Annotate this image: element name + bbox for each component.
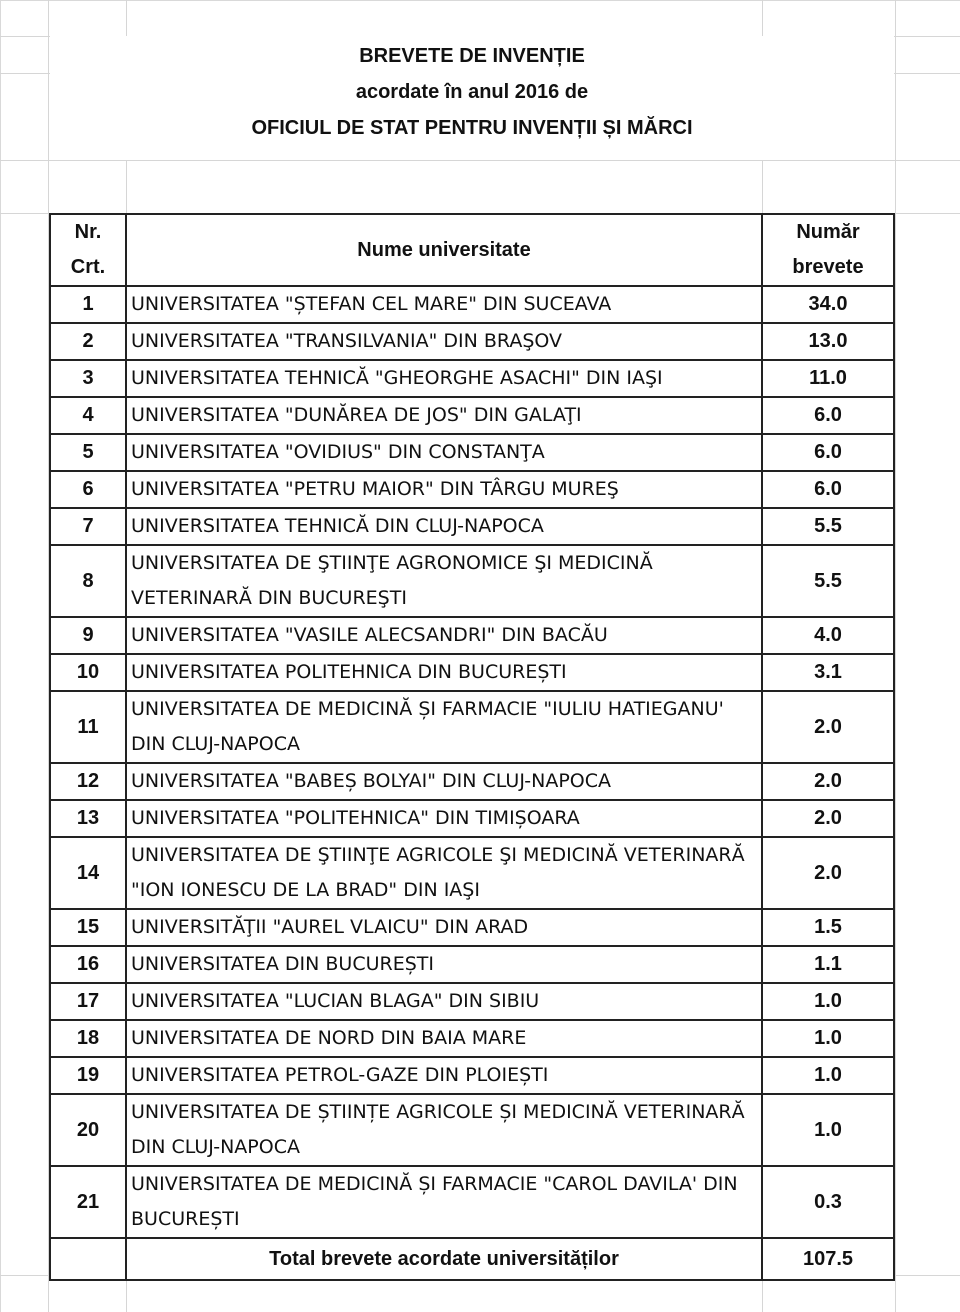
- university-name: UNIVERSITATEA PETROL-GAZE DIN PLOIEȘTI: [126, 1057, 762, 1094]
- row-number: 20: [50, 1094, 126, 1166]
- row-number: 3: [50, 360, 126, 397]
- row-number: 12: [50, 763, 126, 800]
- patent-count: 6.0: [762, 471, 894, 508]
- row-number: 16: [50, 946, 126, 983]
- header-count-line2: brevete: [792, 256, 864, 278]
- row-number: 10: [50, 654, 126, 691]
- row-number: 21: [50, 1166, 126, 1238]
- patent-count: 5.5: [762, 545, 894, 617]
- patent-count: 1.0: [762, 1057, 894, 1094]
- total-label: Total brevete acordate universităților: [126, 1238, 762, 1280]
- table-row: [50, 434, 894, 471]
- table-row: [50, 1020, 894, 1057]
- patent-count: 6.0: [762, 397, 894, 434]
- table-row: [50, 545, 894, 617]
- university-name: UNIVERSITATEA "LUCIAN BLAGA" DIN SIBIU: [126, 983, 762, 1020]
- university-name: UNIVERSITATEA "OVIDIUS" DIN CONSTANŢA: [126, 434, 762, 471]
- patent-count: 1.0: [762, 1094, 894, 1166]
- table-row: [50, 1094, 894, 1166]
- table-row: [50, 1057, 894, 1094]
- header-nr-line2: Crt.: [70, 256, 106, 278]
- table-row: [50, 763, 894, 800]
- patent-count: 4.0: [762, 617, 894, 654]
- row-number: 9: [50, 617, 126, 654]
- row-number: 13: [50, 800, 126, 837]
- university-name: UNIVERSITATEA DIN BUCUREȘTI: [126, 946, 762, 983]
- total-row: [50, 1238, 894, 1280]
- header-nr-line1: Nr.: [74, 221, 102, 243]
- table-row: [50, 837, 894, 909]
- header-nr: [50, 214, 126, 286]
- university-name: UNIVERSITATEA "POLITEHNICA" DIN TIMIȘOARA: [126, 800, 762, 837]
- patent-count: 0.3: [762, 1166, 894, 1238]
- university-name: UNIVERSITATEA DE ŞTIINŢE AGRONOMICE ŞI MEDICINĂ VETERINARĂ DIN BUCUREŞTI: [126, 545, 762, 617]
- row-number: 15: [50, 909, 126, 946]
- university-name: UNIVERSITATEA DE ȘTIINȚE AGRICOLE ȘI MEDICINĂ VETERINARĂ DIN CLUJ-NAPOCA: [126, 1094, 762, 1166]
- patent-count: 11.0: [762, 360, 894, 397]
- university-name: UNIVERSITATEA DE ŞTIINŢE AGRICOLE ŞI MEDICINĂ VETERINARĂ "ION IONESCU DE LA BRAD" DIN IAŞI: [126, 837, 762, 909]
- table-row: [50, 471, 894, 508]
- patent-count: 2.0: [762, 763, 894, 800]
- row-number: 14: [50, 837, 126, 909]
- table-row: [50, 286, 894, 323]
- patent-count: 6.0: [762, 434, 894, 471]
- row-number: 19: [50, 1057, 126, 1094]
- table-row: [50, 909, 894, 946]
- header-count-line1: Număr: [796, 221, 860, 243]
- patent-count: 5.5: [762, 508, 894, 545]
- university-name: UNIVERSITATEA POLITEHNICA DIN BUCUREȘTI: [126, 654, 762, 691]
- university-name: UNIVERSITĂŢII "AUREL VLAICU" DIN ARAD: [126, 909, 762, 946]
- university-name: UNIVERSITATEA "PETRU MAIOR" DIN TÂRGU MUREŞ: [126, 471, 762, 508]
- total-empty-cell: [50, 1238, 126, 1280]
- patent-count: 34.0: [762, 286, 894, 323]
- document-title: [50, 36, 894, 160]
- row-number: 7: [50, 508, 126, 545]
- table-row: [50, 617, 894, 654]
- table-row: [50, 946, 894, 983]
- patent-count: 2.0: [762, 837, 894, 909]
- patents-table-wrapper: [49, 213, 895, 1281]
- university-name: UNIVERSITATEA "TRANSILVANIA" DIN BRAŞOV: [126, 323, 762, 360]
- university-name: UNIVERSITATEA DE MEDICINĂ ȘI FARMACIE "CAROL DAVILA' DIN BUCUREȘTI: [126, 1166, 762, 1238]
- patent-count: 2.0: [762, 800, 894, 837]
- table-row: [50, 800, 894, 837]
- total-value: 107.5: [762, 1238, 894, 1280]
- university-name: UNIVERSITATEA "VASILE ALECSANDRI" DIN BACĂU: [126, 617, 762, 654]
- university-name: UNIVERSITATEA TEHNICĂ "GHEORGHE ASACHI" DIN IAŞI: [126, 360, 762, 397]
- row-number: 17: [50, 983, 126, 1020]
- table-row: [50, 508, 894, 545]
- row-number: 8: [50, 545, 126, 617]
- table-row: [50, 983, 894, 1020]
- table-row: [50, 654, 894, 691]
- university-name: UNIVERSITATEA DE MEDICINĂ ȘI FARMACIE "IULIU HATIEGANU' DIN CLUJ-NAPOCA: [126, 691, 762, 763]
- table-row: [50, 397, 894, 434]
- university-name: UNIVERSITATEA "BABEȘ BOLYAI" DIN CLUJ-NAPOCA: [126, 763, 762, 800]
- table-body: [50, 286, 894, 1238]
- patent-count: 3.1: [762, 654, 894, 691]
- table-row: [50, 323, 894, 360]
- table-row: [50, 360, 894, 397]
- row-number: 4: [50, 397, 126, 434]
- patent-count: 1.0: [762, 1020, 894, 1057]
- row-number: 1: [50, 286, 126, 323]
- patent-count: 1.0: [762, 983, 894, 1020]
- table-row: [50, 1166, 894, 1238]
- row-number: 6: [50, 471, 126, 508]
- row-number: 18: [50, 1020, 126, 1057]
- row-number: 5: [50, 434, 126, 471]
- header-name: Nume universitate: [126, 214, 762, 286]
- university-name: UNIVERSITATEA "DUNĂREA DE JOS" DIN GALAŢI: [126, 397, 762, 434]
- patent-count: 13.0: [762, 323, 894, 360]
- patent-count: 2.0: [762, 691, 894, 763]
- university-name: UNIVERSITATEA DE NORD DIN BAIA MARE: [126, 1020, 762, 1057]
- patent-count: 1.1: [762, 946, 894, 983]
- title-line-1: BREVETE DE INVENȚIE: [359, 45, 585, 67]
- row-number: 2: [50, 323, 126, 360]
- title-line-2: acordate în anul 2016 de: [355, 81, 589, 103]
- header-count: [762, 214, 894, 286]
- table-row: [50, 691, 894, 763]
- patent-count: 1.5: [762, 909, 894, 946]
- row-number: 11: [50, 691, 126, 763]
- university-name: UNIVERSITATEA TEHNICĂ DIN CLUJ-NAPOCA: [126, 508, 762, 545]
- title-line-3: OFICIUL DE STAT PENTRU INVENȚII ȘI MĂRCI: [251, 117, 693, 139]
- patents-table: [49, 213, 895, 1281]
- university-name: UNIVERSITATEA "ȘTEFAN CEL MARE" DIN SUCEAVA: [126, 286, 762, 323]
